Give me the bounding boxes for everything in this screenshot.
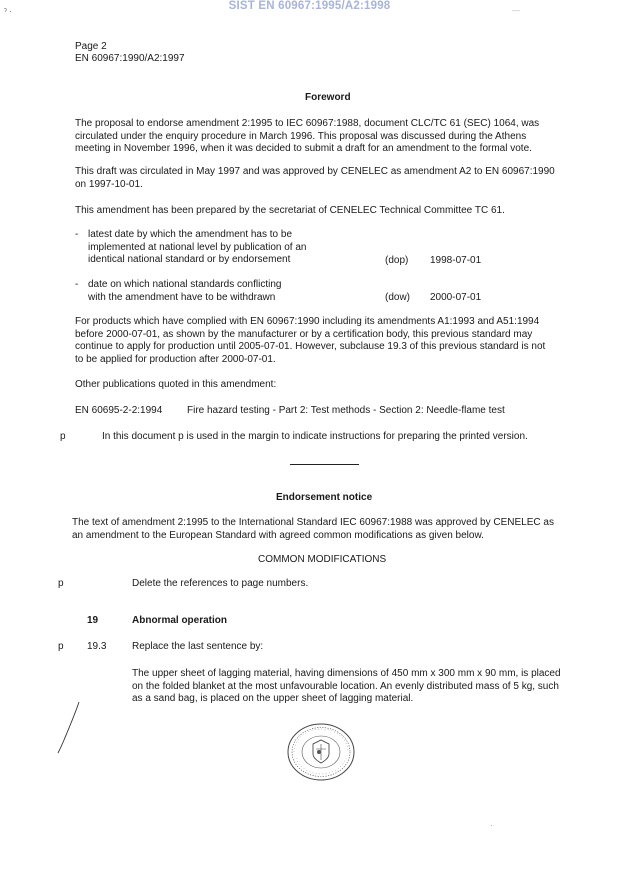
list-bullet: - <box>75 279 79 290</box>
section-divider <box>290 464 359 465</box>
page-number: Page 2 <box>75 41 107 52</box>
dow-code: (dow) <box>385 292 411 303</box>
margin-marker-p: p <box>58 641 64 652</box>
subclause-instruction: Replace the last sentence by: <box>132 641 264 652</box>
quoted-publication-title: Fire hazard testing - Part 2: Test methods - Section 2: Needle-flame test <box>187 405 505 416</box>
foreword-title: Foreword <box>305 92 351 103</box>
dop-code: (dop) <box>385 255 409 266</box>
replacement-text: The upper sheet of lagging material, having dimensions of 450 mm x 300 mm x 90 mm, is placed on the folded blanket at the most unfavourable location. An evenly distributed mass of 5 kg, such as a sand bag, is placed on the upper sheet of lagging material. <box>132 668 561 705</box>
endorsement-text: The text of amendment 2:1995 to the International Standard IEC 60967:1988 was approved by CENELEC as an amendment to the European Standard with agreed common modifications as given below. <box>72 517 554 541</box>
scan-dash: — <box>512 6 520 15</box>
subclause-number: 19.3 <box>87 641 107 652</box>
pen-stroke-mark <box>55 700 85 755</box>
foreword-paragraph-4: For products which have complied with EN 60967:1990 including its amendments A1:1993 and A51:1994 before 2000-07-01, as shown by the manufacturer or by a certification body, this previous standard may continue to apply for production until 2005-07-01. However, subclause 19.3 of this previous standard is not to be applied for production after 2000-07-01. <box>75 316 546 365</box>
watermark-title: SIST EN 60967:1995/A2:1998 <box>228 0 391 12</box>
margin-marker-p: p <box>58 578 64 589</box>
dop-date: 1998-07-01 <box>430 255 482 266</box>
common-modifications-heading: COMMON MODIFICATIONS <box>258 554 387 565</box>
clause-title: Abnormal operation <box>132 615 228 626</box>
foreword-paragraph-5: Other publications quoted in this amendment: <box>75 379 277 390</box>
dow-date: 2000-07-01 <box>430 292 482 303</box>
foreword-paragraph-1: The proposal to endorse amendment 2:1995 to IEC 60967:1988, document CLC/TC 61 (SEC) 1064, was circulated under the enquiry procedure in March 1996. This proposal was discussed during the Athens meeting in November 1996, when it was decided to submit a draft for an amendment to the formal vote. <box>75 118 540 155</box>
corner-scan-mark: ˀ · <box>4 7 12 16</box>
foreword-paragraph-2: This draft was circulated in May 1997 and was approved by CENELEC as amendment A2 to EN 60967:1990 on 1997-10-01. <box>75 166 555 190</box>
foreword-paragraph-3: This amendment has been prepared by the secretariat of CENELEC Technical Committee TC 61. <box>75 205 505 216</box>
endorsement-title: Endorsement notice <box>276 492 373 503</box>
scan-dot: · <box>490 821 493 830</box>
margin-note: In this document p is used in the margin to indicate instructions for preparing the printed version. <box>102 431 528 442</box>
margin-marker-p: p <box>60 431 66 442</box>
clause-number: 19 <box>87 615 99 626</box>
document-reference: EN 60967:1990/A2:1997 <box>75 53 185 64</box>
modification-delete-refs: Delete the references to page numbers. <box>132 578 309 589</box>
list-bullet: - <box>75 229 79 240</box>
quoted-publication-ref: EN 60695-2-2:1994 <box>75 405 163 416</box>
seal-stamp <box>286 722 356 782</box>
